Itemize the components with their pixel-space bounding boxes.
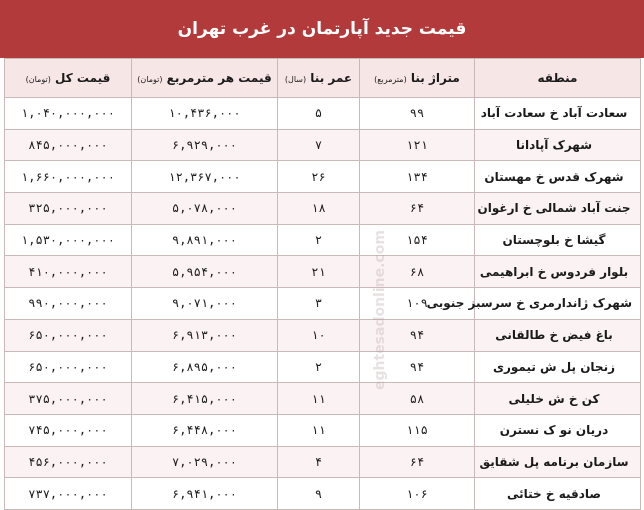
cell-age: ۲۱ bbox=[278, 256, 360, 288]
cell-price-per-m2: ۷,۰۲۹,۰۰۰ bbox=[132, 446, 278, 478]
table-title: قیمت جدید آپارتمان در غرب تهران bbox=[0, 0, 644, 58]
table-row bbox=[5, 414, 641, 446]
cell-age: ۱۸ bbox=[278, 193, 360, 225]
header-area: متراژ بنا (مترمربع) bbox=[360, 59, 475, 98]
table-row bbox=[5, 98, 641, 130]
cell-region: شهرک ژاندارمری خ سرسبز جنوبی bbox=[475, 288, 641, 320]
cell-total-price: ۷۳۷,۰۰۰,۰۰۰ bbox=[5, 478, 132, 510]
header-price-per-m2: قیمت هر مترمربع (تومان) bbox=[132, 59, 278, 98]
table-row bbox=[5, 478, 641, 510]
cell-area: ۱۰۶ bbox=[360, 478, 475, 510]
table-row bbox=[5, 129, 641, 161]
cell-total-price: ۶۵۰,۰۰۰,۰۰۰ bbox=[5, 351, 132, 383]
cell-area: ۵۸ bbox=[360, 383, 475, 415]
cell-price-per-m2: ۶,۹۱۳,۰۰۰ bbox=[132, 319, 278, 351]
cell-region: شهرک قدس خ مهستان bbox=[475, 161, 641, 193]
cell-total-price: ۸۴۵,۰۰۰,۰۰۰ bbox=[5, 129, 132, 161]
cell-total-price: ۱,۰۴۰,۰۰۰,۰۰۰ bbox=[5, 98, 132, 130]
table-row bbox=[5, 351, 641, 383]
header-region: منطقه bbox=[475, 59, 641, 98]
cell-area: ۹۴ bbox=[360, 319, 475, 351]
header-age: عمر بنا (سال) bbox=[278, 59, 360, 98]
cell-age: ۲ bbox=[278, 224, 360, 256]
cell-total-price: ۷۴۵,۰۰۰,۰۰۰ bbox=[5, 414, 132, 446]
apartment-price-table bbox=[4, 58, 641, 510]
cell-price-per-m2: ۶,۸۹۵,۰۰۰ bbox=[132, 351, 278, 383]
table-row bbox=[5, 288, 641, 320]
cell-age: ۴ bbox=[278, 446, 360, 478]
cell-total-price: ۳۷۵,۰۰۰,۰۰۰ bbox=[5, 383, 132, 415]
cell-area: ۶۴ bbox=[360, 193, 475, 225]
cell-region: دریان نو ک نسترن bbox=[475, 414, 641, 446]
table-row bbox=[5, 319, 641, 351]
cell-area: ۹۹ bbox=[360, 98, 475, 130]
cell-price-per-m2: ۶,۴۱۵,۰۰۰ bbox=[132, 383, 278, 415]
table-row bbox=[5, 161, 641, 193]
cell-region: بلوار فردوس خ ابراهیمی bbox=[475, 256, 641, 288]
cell-price-per-m2: ۹,۰۷۱,۰۰۰ bbox=[132, 288, 278, 320]
cell-total-price: ۴۵۶,۰۰۰,۰۰۰ bbox=[5, 446, 132, 478]
cell-area: ۱۱۵ bbox=[360, 414, 475, 446]
cell-price-per-m2: ۶,۴۴۸,۰۰۰ bbox=[132, 414, 278, 446]
table-row bbox=[5, 446, 641, 478]
cell-price-per-m2: ۱۲,۳۶۷,۰۰۰ bbox=[132, 161, 278, 193]
cell-age: ۳ bbox=[278, 288, 360, 320]
cell-price-per-m2: ۹,۸۹۱,۰۰۰ bbox=[132, 224, 278, 256]
cell-total-price: ۶۵۰,۰۰۰,۰۰۰ bbox=[5, 319, 132, 351]
cell-age: ۹ bbox=[278, 478, 360, 510]
table-row bbox=[5, 193, 641, 225]
cell-age: ۱۱ bbox=[278, 383, 360, 415]
table-row bbox=[5, 256, 641, 288]
cell-price-per-m2: ۵,۹۵۴,۰۰۰ bbox=[132, 256, 278, 288]
cell-area: ۱۲۱ bbox=[360, 129, 475, 161]
table-row bbox=[5, 383, 641, 415]
cell-price-per-m2: ۵,۰۷۸,۰۰۰ bbox=[132, 193, 278, 225]
cell-total-price: ۴۱۰,۰۰۰,۰۰۰ bbox=[5, 256, 132, 288]
cell-price-per-m2: ۱۰,۴۳۶,۰۰۰ bbox=[132, 98, 278, 130]
cell-total-price: ۱,۵۳۰,۰۰۰,۰۰۰ bbox=[5, 224, 132, 256]
table-row bbox=[5, 224, 641, 256]
cell-price-per-m2: ۶,۹۲۹,۰۰۰ bbox=[132, 129, 278, 161]
cell-age: ۱۱ bbox=[278, 414, 360, 446]
cell-region: سازمان برنامه پل شقایق bbox=[475, 446, 641, 478]
cell-age: ۱۰ bbox=[278, 319, 360, 351]
header-total-price: قیمت کل (تومان) bbox=[5, 59, 132, 98]
cell-area: ۶۸ bbox=[360, 256, 475, 288]
cell-price-per-m2: ۶,۹۴۱,۰۰۰ bbox=[132, 478, 278, 510]
cell-age: ۷ bbox=[278, 129, 360, 161]
cell-total-price: ۳۲۵,۰۰۰,۰۰۰ bbox=[5, 193, 132, 225]
cell-age: ۲ bbox=[278, 351, 360, 383]
watermark-text: eghtesadonline.com bbox=[372, 230, 388, 390]
cell-total-price: ۱,۶۶۰,۰۰۰,۰۰۰ bbox=[5, 161, 132, 193]
cell-region: سعادت آباد خ سعادت آباد bbox=[475, 98, 641, 130]
cell-area: ۱۳۴ bbox=[360, 161, 475, 193]
header-row bbox=[5, 59, 641, 98]
cell-age: ۲۶ bbox=[278, 161, 360, 193]
table-body bbox=[5, 98, 641, 510]
cell-region: کن خ ش خلیلی bbox=[475, 383, 641, 415]
cell-region: باغ فیض خ طالقانی bbox=[475, 319, 641, 351]
cell-age: ۵ bbox=[278, 98, 360, 130]
cell-region: شهرک آپادانا bbox=[475, 129, 641, 161]
cell-area: ۱۵۴ bbox=[360, 224, 475, 256]
cell-total-price: ۹۹۰,۰۰۰,۰۰۰ bbox=[5, 288, 132, 320]
cell-region: گیشا خ بلوچستان bbox=[475, 224, 641, 256]
cell-region: زنجان پل ش تیموری bbox=[475, 351, 641, 383]
cell-region: صادقیه خ ختائی bbox=[475, 478, 641, 510]
cell-area: ۶۴ bbox=[360, 446, 475, 478]
cell-area: ۱۰۹ bbox=[360, 288, 475, 320]
cell-area: ۹۴ bbox=[360, 351, 475, 383]
cell-region: جنت آباد شمالی خ ارغوان bbox=[475, 193, 641, 225]
